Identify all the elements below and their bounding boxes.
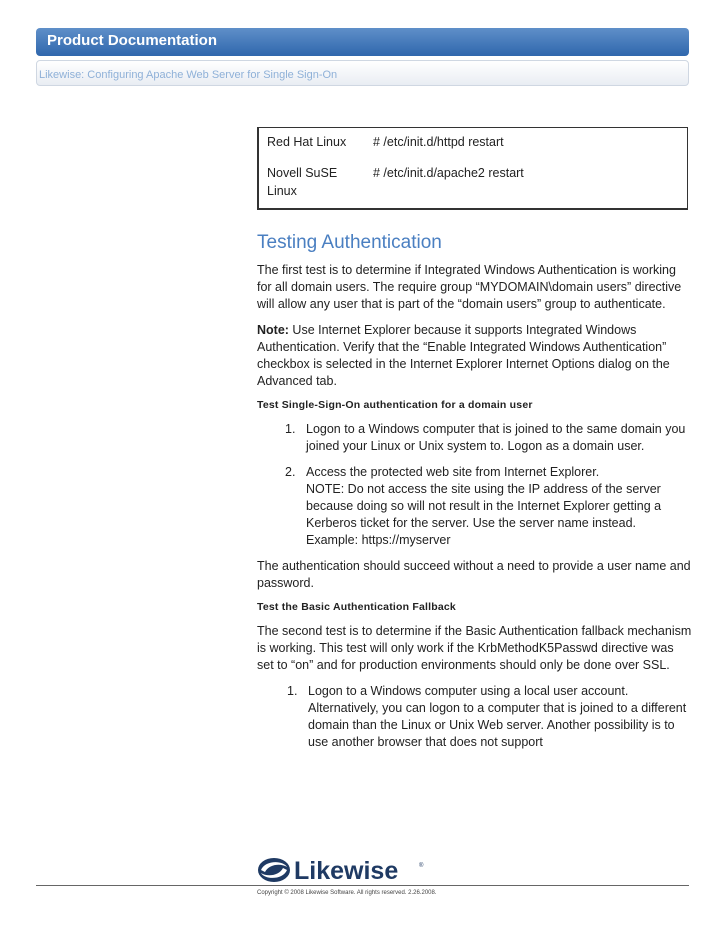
restart-command: # /etc/init.d/httpd restart xyxy=(373,135,504,149)
likewise-logo xyxy=(257,855,427,885)
os-name-line: Novell SuSE xyxy=(267,166,338,180)
list-item xyxy=(257,683,692,751)
list-number: 1. xyxy=(287,684,298,698)
restart-command: # /etc/init.d/apache2 restart xyxy=(373,166,524,180)
list-number: 1. xyxy=(285,422,296,436)
footer-divider xyxy=(36,885,689,886)
basic-steps-list xyxy=(257,683,692,751)
list-text: Example: https://myserver xyxy=(306,533,451,547)
document-header-title: Product Documentation xyxy=(47,32,218,49)
subheader-bar xyxy=(36,60,689,86)
likewise-swirl-icon xyxy=(258,858,290,882)
list-item xyxy=(257,464,692,549)
section-title: Testing Authentication xyxy=(257,232,442,253)
logo-text: Likewise xyxy=(294,857,399,885)
document-subtitle: Likewise: Configuring Apache Web Server for Single Sign-On xyxy=(39,69,338,81)
note-paragraph xyxy=(257,322,692,390)
sso-result-paragraph: The authentication should succeed without a need to provide a user name and password. xyxy=(257,559,691,590)
list-number: 2. xyxy=(285,465,296,479)
svg-text:®: ® xyxy=(419,863,424,869)
basic-auth-intro: The second test is to determine if the Basic Authentication fallback mechanism is working. This test will only work if the KrbMethodK5Passwd directive was set to “on” and for production environments should only be done over SSL. xyxy=(257,624,692,672)
copyright-text: Copyright © 2008 Likewise Software. All rights reserved. 2.26.2008. xyxy=(257,890,437,896)
sso-heading: Test Single-Sign-On authentication for a domain user xyxy=(257,399,533,411)
list-text: Logon to a Windows computer that is joined to the same domain you joined your Linux or Unix system to. Logon as a domain user. xyxy=(306,422,686,453)
list-text: Access the protected web site from Internet Explorer. xyxy=(306,465,600,479)
os-name-line: Linux xyxy=(267,184,297,198)
list-text: NOTE: Do not access the site using the IP address of the server because doing so will not result in the Internet Explorer getting a Kerberos ticket for the server. Use the server name instead. xyxy=(306,482,662,530)
os-name xyxy=(267,164,362,200)
list-item xyxy=(257,421,692,455)
list-text: Logon to a Windows computer using a local user account. Alternatively, you can logon to a computer that is joined to a different domain than the Linux or Unix Web server. Another possibility is to use another browser that does not support xyxy=(308,684,687,749)
basic-auth-heading: Test the Basic Authentication Fallback xyxy=(257,601,456,613)
restart-commands-table xyxy=(257,127,688,210)
sso-steps-list xyxy=(257,421,692,549)
intro-paragraph: The first test is to determine if Integrated Windows Authentication is working for all domain users. The require group “MYDOMAIN\domain users” directive will allow any user that is part of the “domain users” group to authenticate. xyxy=(257,263,682,311)
os-name: Red Hat Linux xyxy=(267,135,347,149)
header-bar xyxy=(36,28,689,56)
note-label: Note: xyxy=(257,323,289,337)
note-text: Use Internet Explorer because it supports Integrated Windows Authentication. Verify that the “Enable Integrated Windows Authentication” checkbox is selected in the Internet Explorer Internet Options dialog on the Advanced tab. xyxy=(257,323,670,388)
main-content xyxy=(257,232,692,760)
